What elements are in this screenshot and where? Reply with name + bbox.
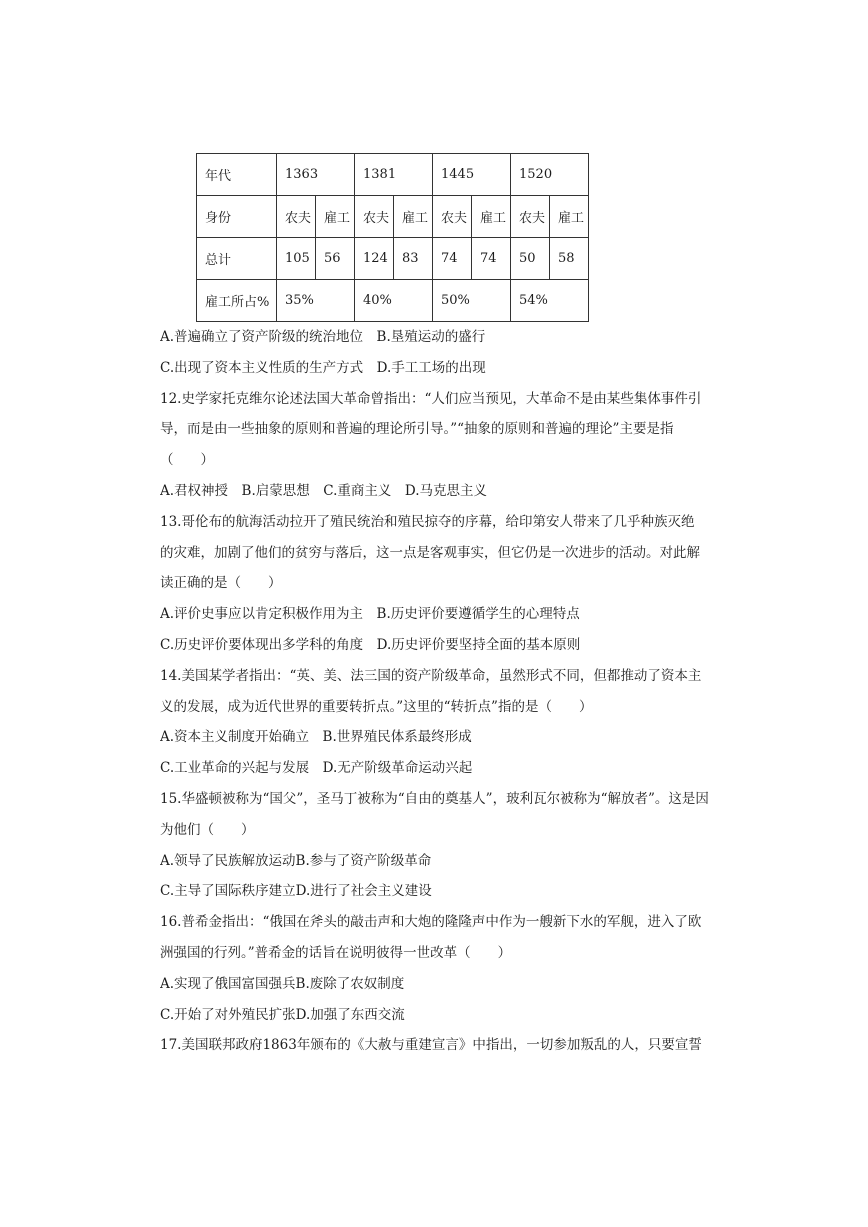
percent-cell: 40%: [355, 280, 433, 322]
total-cell: 83: [394, 238, 433, 280]
total-cell: 105: [277, 238, 316, 280]
row-label: 身份: [197, 196, 277, 238]
text-line: 洲强国的行列。”普希金的话旨在说明彼得一世改革（ ）: [160, 944, 512, 961]
text-line: 14.美国某学者指出：“英、美、法三国的资产阶级革命，虽然形式不同，但都推动了资本主: [160, 667, 702, 684]
text-line: A.普遍确立了资产阶级的统治地位 B.垦殖运动的盛行: [160, 329, 486, 345]
text-line: 15.华盛顿被称为“国父”，圣马丁被称为“自由的奠基人”，玻利瓦尔被称为“解放者”。这是因: [160, 790, 709, 807]
total-cell: 50: [511, 238, 550, 280]
total-cell: 56: [316, 238, 355, 280]
text-line: 17.美国联邦政府1863年颁布的《大赦与重建宣言》中指出，一切参加叛乱的人，只要宣誓: [160, 1037, 702, 1054]
text-line: A.评价史事应以肯定积极作用为主 B.历史评价要遵循学生的心理特点: [160, 606, 580, 623]
row-label: 雇工所占%: [197, 280, 277, 322]
text-line: A.资本主义制度开始确立 B.世界殖民体系最终形成: [160, 729, 472, 746]
percent-cell: 54%: [511, 280, 589, 322]
table-row-years: [197, 154, 589, 196]
total-cell: 74: [433, 238, 472, 280]
year-cell: 1381: [355, 154, 433, 196]
year-cell: 1445: [433, 154, 511, 196]
text-line: 导，而是由一些抽象的原则和普遍的理论所引导。”“抽象的原则和普遍的理论”主要是指: [160, 421, 674, 438]
row-label: 年代: [197, 154, 277, 196]
text-line: C.工业革命的兴起与发展 D.无产阶级革命运动兴起: [160, 760, 473, 777]
text-line: 的灾难，加剧了他们的贫穷与落后，这一点是客观事实，但它仍是一次进步的活动。对此解: [160, 544, 700, 561]
row-label: 总计: [197, 238, 277, 280]
table-row-identity: [197, 196, 589, 238]
percent-cell: 35%: [277, 280, 355, 322]
text-line: 义的发展，成为近代世界的重要转折点。”这里的“转折点”指的是（ ）: [160, 698, 593, 715]
text-line: A.君权神授 B.启蒙思想 C.重商主义 D.马克思主义: [160, 482, 488, 499]
year-cell: 1520: [511, 154, 589, 196]
text-line: （ ）: [160, 452, 214, 469]
identity-cell: 雇工: [472, 196, 511, 238]
text-line: C.主导了国际秩序建立D.进行了社会主义建设: [160, 883, 432, 900]
table-row-total: [197, 238, 589, 280]
total-cell: 74: [472, 238, 511, 280]
text-line: C.出现了资本主义性质的生产方式 D.手工工场的出现: [160, 359, 486, 376]
text-line: C.开始了对外殖民扩张D.加强了东西交流: [160, 1006, 405, 1023]
year-cell: 1363: [277, 154, 355, 196]
text-line: A.实现了俄国富国强兵B.废除了农奴制度: [160, 975, 405, 992]
identity-cell: 农夫: [355, 196, 394, 238]
total-cell: 124: [355, 238, 394, 280]
identity-cell: 农夫: [277, 196, 316, 238]
identity-cell: 农夫: [433, 196, 472, 238]
text-line: 16.普希金指出：“俄国在斧头的敲击声和大炮的隆隆声中作为一艘新下水的军舰，进入了欧: [160, 914, 702, 931]
identity-cell: 雇工: [394, 196, 433, 238]
text-line: A.领导了民族解放运动B.参与了资产阶级革命: [160, 852, 432, 869]
text-line: 13.哥伦布的航海活动拉开了殖民统治和殖民掠夺的序幕，给印第安人带来了几乎种族灭绝: [160, 513, 695, 530]
identity-cell: 农夫: [511, 196, 550, 238]
text-line: 读正确的是（ ）: [160, 575, 282, 592]
percent-cell: 50%: [433, 280, 511, 322]
text-line: 为他们（ ）: [160, 821, 255, 838]
text-line: C.历史评价要体现出多学科的角度 D.历史评价要坚持全面的基本原则: [160, 636, 581, 653]
total-cell: 58: [550, 238, 589, 280]
question-text: [160, 322, 720, 1061]
identity-cell: 雇工: [550, 196, 589, 238]
table-row-percent: [197, 280, 589, 322]
identity-cell: 雇工: [316, 196, 355, 238]
hired-labor-table: [196, 153, 589, 322]
text-line: 12.史学家托克维尔论述法国大革命曾指出：“人们应当预见，大革命不是由某些集体事件引: [160, 390, 702, 407]
